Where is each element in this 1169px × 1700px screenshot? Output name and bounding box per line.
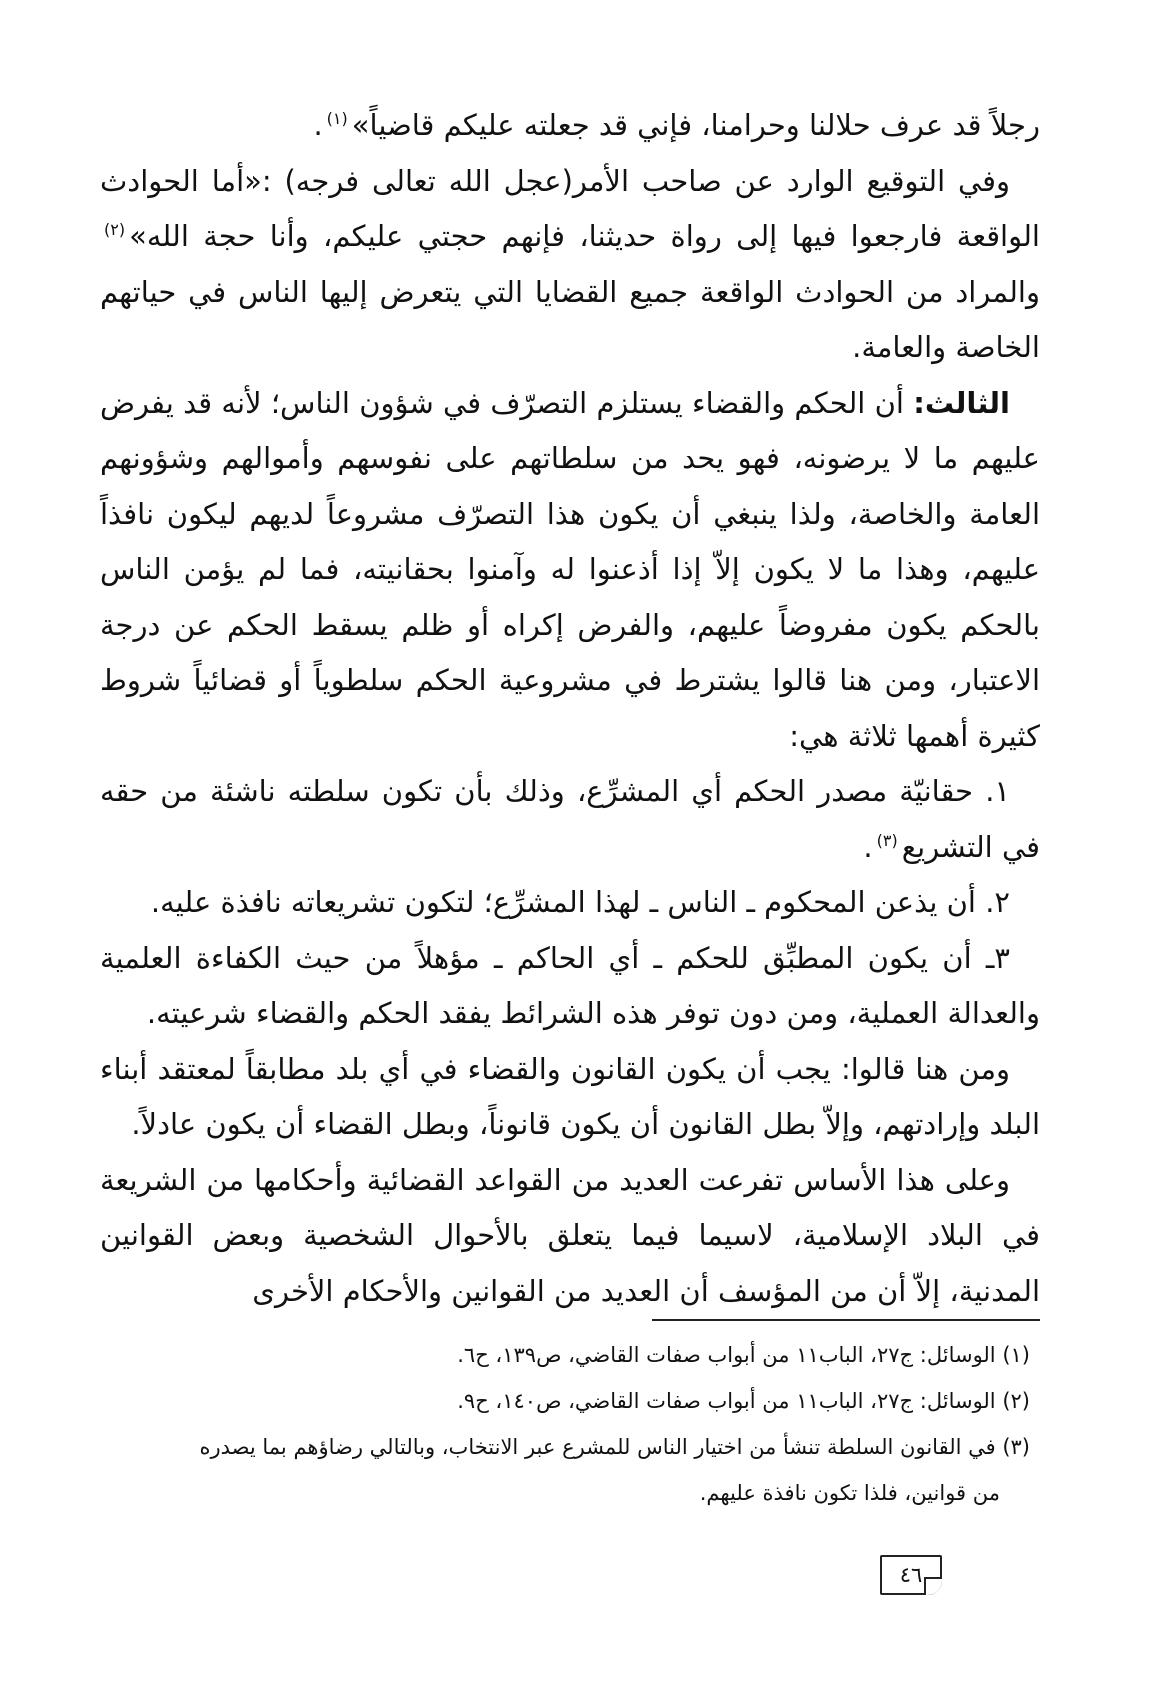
footnotes	[100, 1332, 1040, 1516]
footnote: (٢) الوسائل: ج٢٧، الباب١١ من أبواب صفات القاضي، ص١٤٠، ح٩.	[457, 1389, 1030, 1413]
footnote-divider	[652, 1319, 1040, 1321]
paragraph: رجلاً قد عرف حلالنا وحرامنا، فإني قد جعلته عليكم قاضياً»$^{(١)}$.	[313, 108, 1040, 142]
page-number: ٤٦	[880, 1555, 942, 1595]
paragraph: وفي التوقيع الوارد عن صاحب الأمر(عجل الله تعالى فرجه) :«أما الحوادث الواقعة فارجعوا فيها إلى رواة حديثنا، فإنهم حجتي عليكم، وأنا حجة الله»$^{(٢)}$ والمراد من الحوادث الواقعة جميع القضايا التي يتعرض إليها الناس في حياتهم الخاصة والعامة.	[100, 163, 1040, 364]
list-item: ٣ـ أن يكون المطبِّق للحكم ـ أي الحاكم ـ مؤهلاً من حيث الكفاءة العلمية والعدالة العملية، ومن دون توفر هذه الشرائط يفقد الحكم والقضاء شرعيته.	[100, 940, 1040, 1030]
document-page	[100, 0, 1040, 1700]
paragraph-lead: الثالث:	[913, 385, 1010, 420]
list-item: ١. حقانيّة مصدر الحكم أي المشرِّع، وذلك بأن تكون سلطته ناشئة من حقه في التشريع$^{(٣)}$.	[100, 774, 1040, 864]
footnote: (٣) في القانون السلطة تنشأ من اختيار الناس للمشرع عبر الانتخاب، وبالتالي رضاؤهم بما يصدره	[199, 1435, 1030, 1459]
paragraph: الثالث: أن الحكم والقضاء يستلزم التصرّف في شؤون الناس؛ لأنه قد يفرض عليهم ما لا يرضونه، فهو يحد من سلطاتهم على نفوسهم وأموالهم وشؤونهم العامة والخاصة، ولذا ينبغي أن يكون هذا التصرّف مشروعاً لديهم ليكون نافذاً عليهم، وهذا ما لا يكون إلاّ إذا أذعنوا له وآمنوا بحقانيته، فما لم يؤمن الناس بالحكم يكون مفروضاً عليهم، والفرض إكراه أو ظلم يسقط الحكم عن درجة الاعتبار، ومن هنا قالوا يشترط في مشروعية الحكم سلطوياً أو قضائياً شروط كثيرة أهمها ثلاثة هي:	[100, 385, 1040, 753]
body-text	[100, 98, 1040, 1319]
list-item: ٢. أن يذعن المحكوم ـ الناس ـ لهذا المشرِّع؛ لتكون تشريعاته نافذة عليه.	[150, 885, 1010, 919]
footnote-ref-1: (١)	[326, 109, 348, 129]
footnote-ref-3: (٣)	[876, 830, 898, 850]
paragraph: ومن هنا قالوا: يجب أن يكون القانون والقضاء في أي بلد مطابقاً لمعتقد أبناء البلد وإرادتهم، وإلاّ بطل القانون أن يكون قانوناً، وبطل القضاء أن يكون عادلاً.	[100, 1051, 1040, 1141]
paragraph: وعلى هذا الأساس تفرعت العديد من القواعد القضائية وأحكامها من الشريعة في البلاد الإسلامية، لاسيما فيما يتعلق بالأحوال الشخصية وبعض القوانين المدنية، إلاّ أن من المؤسف أن العديد من القوانين والأحكام الأخرى	[100, 1162, 1040, 1308]
footnote-ref-2: (٢)	[104, 220, 126, 240]
footnote: من قوانين، فلذا تكون نافذة عليهم.	[699, 1481, 1000, 1505]
footnote: (١) الوسائل: ج٢٧، الباب١١ من أبواب صفات القاضي، ص١٣٩، ح٦.	[457, 1343, 1030, 1367]
